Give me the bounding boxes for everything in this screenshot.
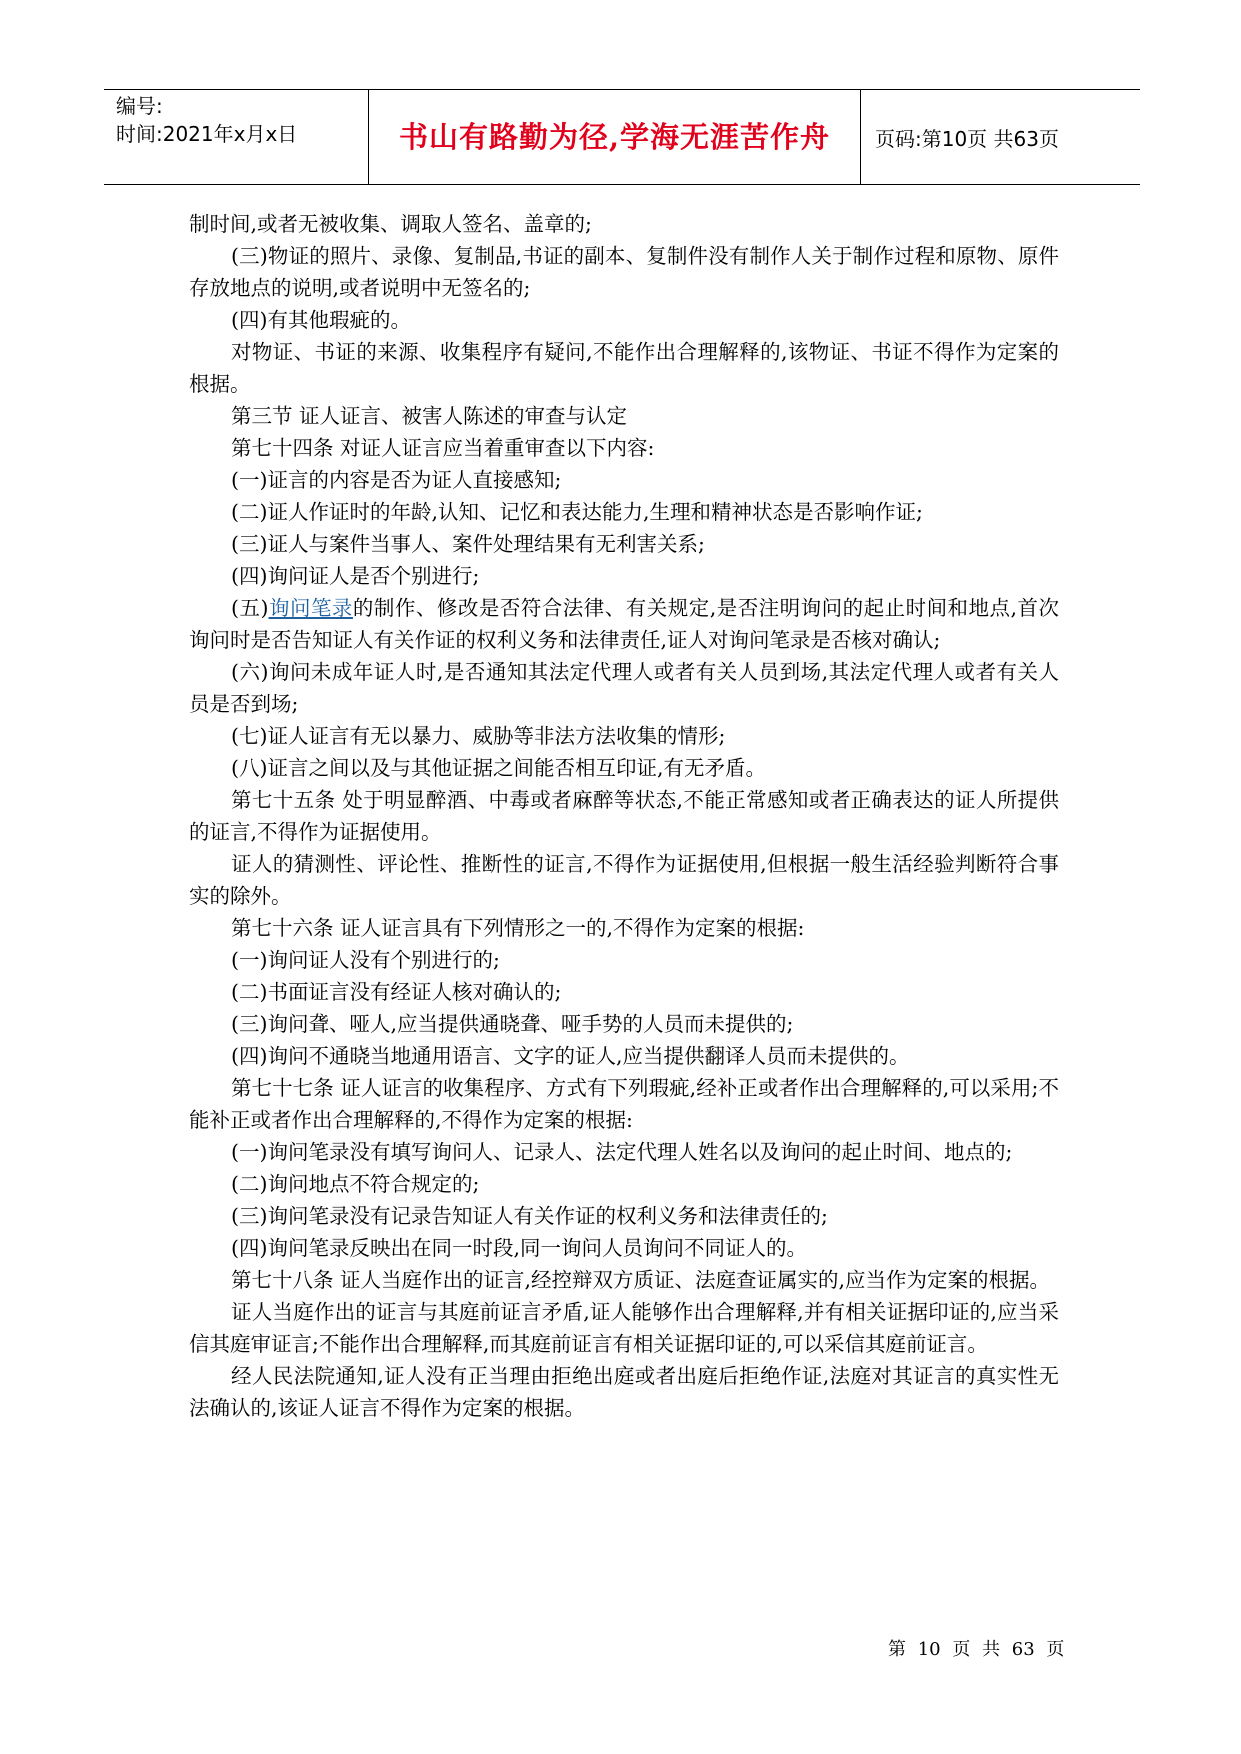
list-item: (四)询问笔录反映出在同一时段,同一询问人员询问不同证人的。 <box>231 1236 808 1260</box>
article-paragraph: 第七十七条 证人证言的收集程序、方式有下列瑕疵,经补正或者作出合理解释的,可以采用;不能补正或者作出合理解释的,不得作为定案的根据: <box>189 1076 1059 1132</box>
paragraph: 经人民法院通知,证人没有正当理由拒绝出庭或者出庭后拒绝作证,法庭对其证言的真实性无法确认的,该证人证言不得作为定案的根据。 <box>189 1364 1059 1420</box>
paragraph: 制时间,或者无被收集、调取人签名、盖章的; <box>189 212 592 236</box>
header-left-cell <box>104 90 368 184</box>
doc-time-label: 时间:2021年x月x日 <box>116 122 298 146</box>
header-page-cell <box>861 90 1140 184</box>
list-item: (二)询问地点不符合规定的; <box>231 1172 480 1196</box>
list-item <box>189 592 1059 656</box>
list-item: (七)证人证言有无以暴力、威胁等非法方法收集的情形; <box>231 724 726 748</box>
paragraph: 证人的猜测性、评论性、推断性的证言,不得作为证据使用,但根据一般生活经验判断符合事实的除外。 <box>189 852 1059 908</box>
article-paragraph: 第七十五条 处于明显醉酒、中毒或者麻醉等状态,不能正常感知或者正确表达的证人所提供的证言,不得作为证据使用。 <box>189 788 1059 844</box>
paragraph: (三)物证的照片、录像、复制品,书证的副本、复制件没有制作人关于制作过程和原物、原件存放地点的说明,或者说明中无签名的; <box>189 244 1059 300</box>
list-item: (三)询问笔录没有记录告知证人有关作证的权利义务和法律责任的; <box>231 1204 828 1228</box>
list-item: (四)询问不通晓当地通用语言、文字的证人,应当提供翻译人员而未提供的。 <box>231 1044 910 1068</box>
header-motto-cell <box>368 90 861 184</box>
page-footer: 第 10 页 共 63 页 <box>888 1639 1065 1660</box>
list-item-prefix: (五) <box>231 596 269 620</box>
list-item: (六)询问未成年证人时,是否通知其法定代理人或者有关人员到场,其法定代理人或者有关人员是否到场; <box>189 660 1059 716</box>
list-item: (三)询问聋、哑人,应当提供通晓聋、哑手势的人员而未提供的; <box>231 1012 794 1036</box>
list-item: (二)书面证言没有经证人核对确认的; <box>231 980 562 1004</box>
list-item: (一)询问证人没有个别进行的; <box>231 948 500 972</box>
list-item: (一)询问笔录没有填写询问人、记录人、法定代理人姓名以及询问的起止时间、地点的; <box>231 1140 1013 1164</box>
list-item: (四)询问证人是否个别进行; <box>231 564 480 588</box>
paragraph: (四)有其他瑕疵的。 <box>231 308 411 332</box>
list-item: (八)证言之间以及与其他证据之间能否相互印证,有无矛盾。 <box>231 756 767 780</box>
doc-number-label: 编号: <box>116 94 163 118</box>
list-item-text: 的制作、修改是否符合法律、有关规定,是否注明询问的起止时间和地点,首次询问时是否告知证人有关作证的权利义务和法律责任,证人对询问笔录是否核对确认; <box>189 596 1060 652</box>
paragraph: 证人当庭作出的证言与其庭前证言矛盾,证人能够作出合理解释,并有相关证据印证的,应当采信其庭审证言;不能作出合理解释,而其庭前证言有相关证据印证的,可以采信其庭前证言。 <box>189 1300 1059 1356</box>
document-body <box>189 208 1059 1424</box>
section-heading: 第三节 证人证言、被害人陈述的审查与认定 <box>231 404 628 428</box>
paragraph: 对物证、书证的来源、收集程序有疑问,不能作出合理解释的,该物证、书证不得作为定案的根据。 <box>189 340 1059 396</box>
article-paragraph: 第七十八条 证人当庭作出的证言,经控辩双方质证、法庭查证属实的,应当作为定案的根据。 <box>231 1268 1051 1292</box>
inquiry-record-link[interactable]: 询问笔录 <box>268 596 353 620</box>
article-paragraph: 第七十六条 证人证言具有下列情形之一的,不得作为定案的根据: <box>231 916 805 940</box>
list-item: (一)证言的内容是否为证人直接感知; <box>231 468 562 492</box>
header-page-code: 页码:第10页 共63页 <box>875 127 1059 151</box>
list-item: (二)证人作证时的年龄,认知、记忆和表达能力,生理和精神状态是否影响作证; <box>231 500 923 524</box>
list-item: (三)证人与案件当事人、案件处理结果有无利害关系; <box>231 532 705 556</box>
header-table <box>104 89 1140 185</box>
header-motto: 书山有路勤为径,学海无涯苦作舟 <box>398 120 831 154</box>
article-heading: 第七十四条 对证人证言应当着重审查以下内容: <box>231 436 655 460</box>
